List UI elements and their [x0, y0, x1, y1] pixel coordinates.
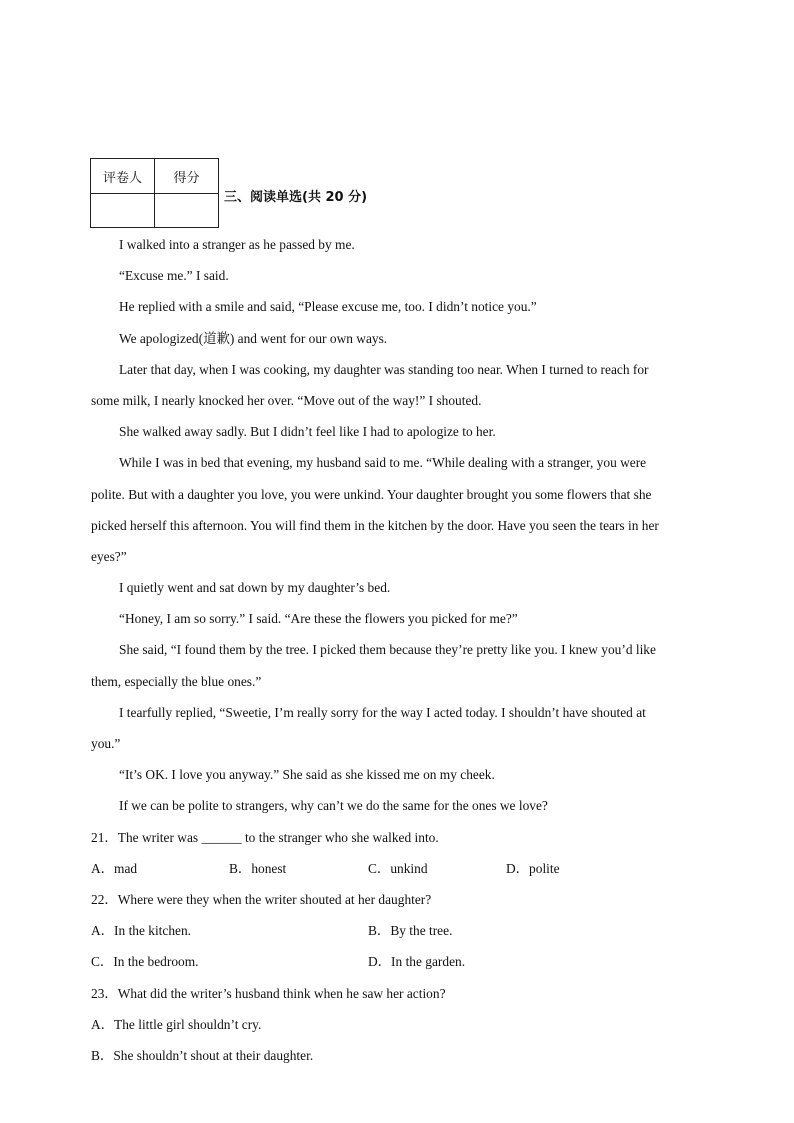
- score-cell: [155, 194, 219, 228]
- q21-option-b[interactable]: B．honest: [229, 860, 287, 876]
- question-22-options-row2: [91, 951, 703, 982]
- question-21-stem: 21．The writer was ______ to the stranger who she walked into.: [91, 829, 439, 845]
- passage-line: some milk, I nearly knocked her over. “Move out of the way!” I shouted.: [91, 392, 482, 408]
- score-label: 得分: [155, 159, 219, 194]
- passage-line: “Honey, I am so sorry.” I said. “Are these the flowers you picked for me?”: [119, 611, 518, 627]
- passage-line: We apologized(道歉) and went for our own ways.: [119, 330, 388, 346]
- q21-option-d[interactable]: D．polite: [506, 860, 560, 876]
- passage-line: She walked away sadly. But I didn’t feel like I had to apologize to her.: [119, 424, 496, 440]
- reviewer-label: 评卷人: [91, 159, 155, 194]
- score-table: [90, 158, 219, 228]
- passage-line: While I was in bed that evening, my husband said to me. “While dealing with a stranger, you were: [119, 455, 647, 471]
- q23-option-a[interactable]: A．The little girl shouldn’t cry.: [91, 1016, 262, 1032]
- question-23-stem: 23．What did the writer’s husband think when he saw her action?: [91, 985, 446, 1001]
- q22-option-c[interactable]: C．In the bedroom.: [91, 954, 199, 970]
- q22-option-a[interactable]: A．In the kitchen.: [91, 923, 192, 939]
- passage-line: If we can be polite to strangers, why can’t we do the same for the ones we love?: [119, 798, 548, 814]
- passage-line: them, especially the blue ones.”: [91, 673, 262, 689]
- passage-line: I walked into a stranger as he passed by me.: [119, 237, 355, 252]
- q21-option-a[interactable]: A．mad: [91, 860, 138, 876]
- passage-line: “It’s OK. I love you anyway.” She said as she kissed me on my cheek.: [119, 767, 495, 783]
- passage-line: eyes?”: [91, 548, 127, 564]
- question-22-options-row1: [91, 920, 703, 951]
- passage-line: you.”: [91, 736, 121, 751]
- question-21-options: [91, 858, 703, 889]
- passage-line: He replied with a smile and said, “Please excuse me, too. I didn’t notice you.”: [119, 299, 537, 315]
- section-title: 三、阅读单选(共 20 分): [224, 190, 368, 205]
- q22-option-b[interactable]: B．By the tree.: [368, 923, 453, 939]
- q22-option-d[interactable]: D．In the garden.: [368, 954, 466, 970]
- passage-line: I tearfully replied, “Sweetie, I’m really sorry for the way I acted today. I shouldn’t have shouted at: [119, 704, 646, 720]
- q21-option-c[interactable]: C．unkind: [368, 860, 428, 876]
- passage-line: picked herself this afternoon. You will find them in the kitchen by the door. Have you seen the tears in her: [91, 517, 659, 533]
- passage-line: I quietly went and sat down by my daughter’s bed.: [119, 580, 391, 596]
- q23-option-b[interactable]: B．She shouldn’t shout at their daughter.: [91, 1047, 314, 1063]
- question-22-stem: 22．Where were they when the writer shouted at her daughter?: [91, 891, 432, 907]
- passage-line: “Excuse me.” I said.: [119, 268, 229, 284]
- reviewer-cell: [91, 194, 155, 228]
- passage-line: polite. But with a daughter you love, you were unkind. Your daughter brought you some flowers that she: [91, 486, 652, 502]
- passage-line: She said, “I found them by the tree. I picked them because they’re pretty like you. I knew you’d like: [119, 642, 656, 658]
- passage-line: Later that day, when I was cooking, my daughter was standing too near. When I turned to reach for: [119, 361, 649, 377]
- passage-and-questions: [91, 234, 703, 1076]
